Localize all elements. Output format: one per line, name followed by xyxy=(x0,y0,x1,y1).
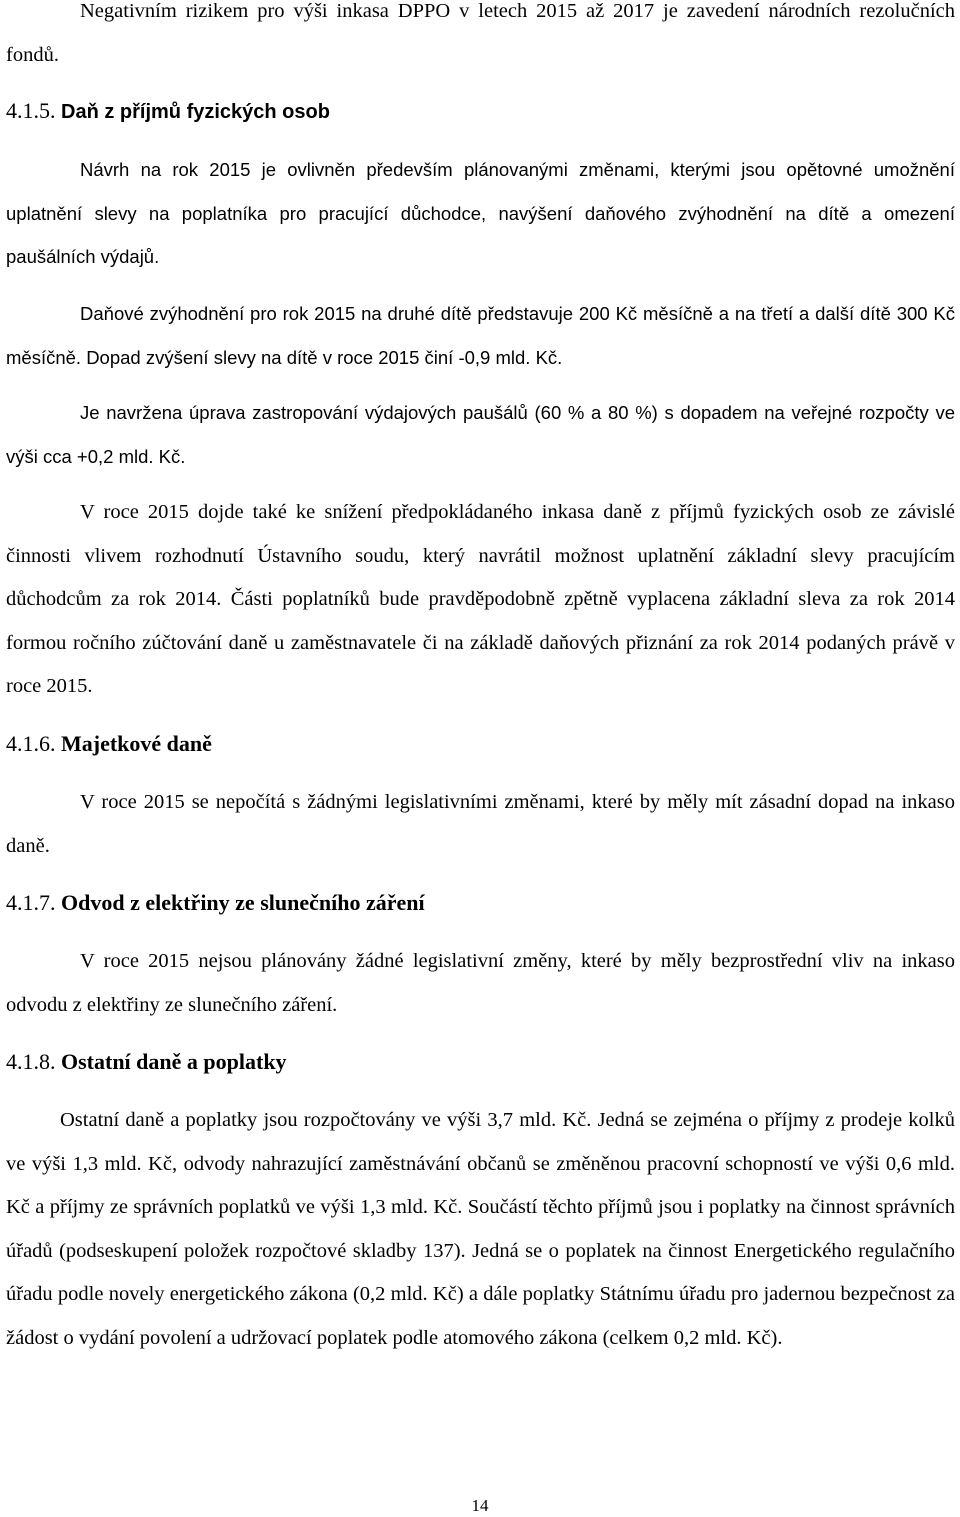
heading-title: Odvod z elektřiny ze slunečního záření xyxy=(61,890,425,915)
paragraph-property-taxes: V roce 2015 se nepočítá s žádnými legislativními změnami, které by měly mít zásadní dopad na inkaso daně. xyxy=(6,791,955,857)
paragraph-constitutional-court: V roce 2015 dojde také ke snížení předpokládaného inkasa daně z příjmů fyzických osob ze závislé činnosti vlivem rozhodnutí Ústavního soudu, který navrátil možnost uplatnění základní slevy pracujícím důchodcům za rok 2014. Části poplatníků bude pravděpodobně zpětně vyplacena základní sleva za rok 2014 formou ročního zúčtování daně u zaměstnavatele či na základě daňových přiznání za rok 2014 podaných právě v roce 2015. xyxy=(6,501,955,697)
heading-title: Ostatní daně a poplatky xyxy=(61,1049,287,1074)
heading-4-1-8 xyxy=(6,1047,955,1077)
paragraph-pit-proposal: Návrh na rok 2015 je ovlivněn především plánovanými změnami, kterými jsou opětovné umožnění uplatnění slevy na poplatníka pro pracující důchodce, navýšení daňového zvýhodnění na dítě a omezení paušálních výdajů. xyxy=(6,159,955,267)
paragraph-child-tax-credit: Daňové zvýhodnění pro rok 2015 na druhé dítě představuje 200 Kč měsíčně a na třetí a další dítě 300 Kč měsíčně. Dopad zvýšení slevy na dítě v roce 2015 činí -0,9 mld. Kč. xyxy=(6,303,955,368)
heading-title: Majetkové daně xyxy=(61,731,212,756)
page-number: 14 xyxy=(471,1496,489,1515)
paragraph-flat-expenses: Je navržena úprava zastropování výdajových paušálů (60 % a 80 %) s dopadem na veřejné rozpočty ve výši cca +0,2 mld. Kč. xyxy=(6,402,955,467)
heading-4-1-7 xyxy=(6,888,955,918)
heading-number: 4.1.5. xyxy=(6,98,56,123)
paragraph-dppo-risk: Negativním rizikem pro výši inkasa DPPO v letech 2015 až 2017 je zavedení národních rezolučních fondů. xyxy=(6,0,955,66)
heading-4-1-6 xyxy=(6,729,955,759)
paragraph-solar-levy: V roce 2015 nejsou plánovány žádné legislativní změny, které by měly bezprostřední vliv na inkaso odvodu z elektřiny ze slunečního záření. xyxy=(6,950,955,1016)
heading-title: Daň z příjmů fyzických osob xyxy=(61,101,330,123)
heading-number: 4.1.7. xyxy=(6,890,56,915)
heading-number: 4.1.8. xyxy=(6,1049,56,1074)
heading-number: 4.1.6. xyxy=(6,731,56,756)
paragraph-other-taxes: Ostatní daně a poplatky jsou rozpočtovány ve výši 3,7 mld. Kč. Jedná se zejména o příjmy z prodeje kolků ve výši 1,3 mld. Kč, odvody nahrazující zaměstnávání občanů se změněnou pracovní schopností ve výši 0,6 mld. Kč a příjmy ze správních poplatků ve výši 1,3 mld. Kč. Součástí těchto příjmů jsou i poplatky na činnost správních úřadů (podseskupení položek rozpočtové skladby 137). Jedná se o poplatek na činnost Energetického regulačního úřadu podle novely energetického zákona (0,2 mld. Kč) a dále poplatky Státnímu úřadu pro jadernou bezpečnost za žádost o vydání povolení a udržovací poplatek podle atomového zákona (celkem 0,2 mld. Kč). xyxy=(6,1109,955,1349)
heading-4-1-5 xyxy=(6,96,955,127)
